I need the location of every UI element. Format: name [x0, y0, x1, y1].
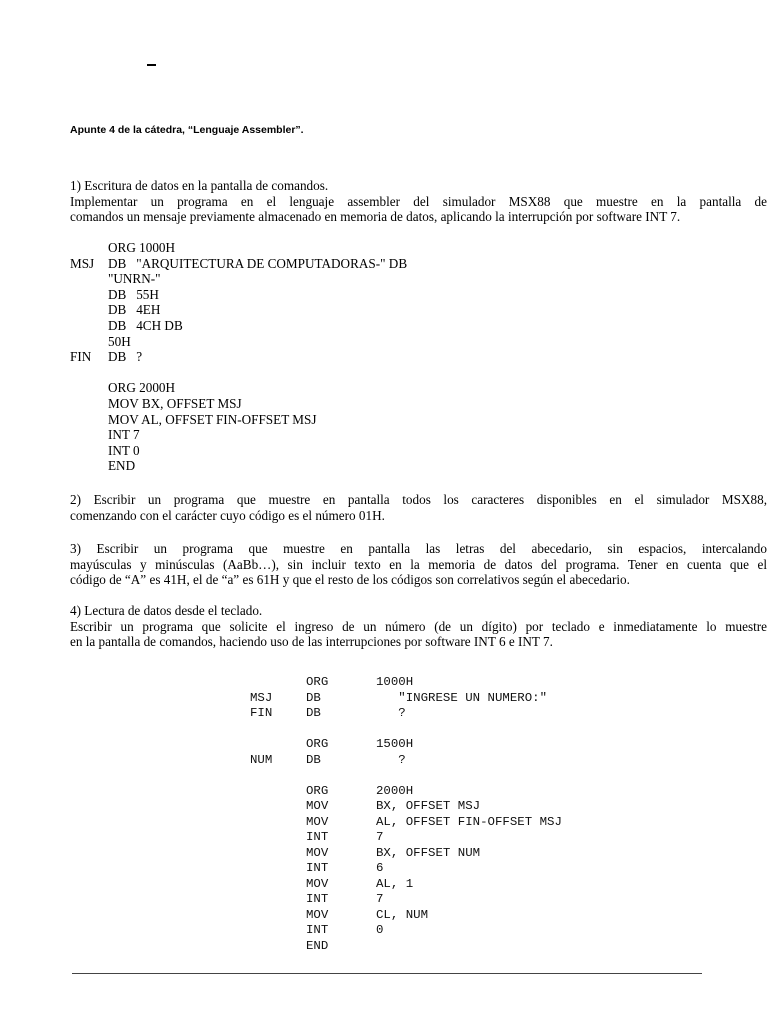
code-instruction: 50H — [108, 333, 131, 349]
code-operand: 0 — [376, 923, 384, 937]
code-line — [250, 706, 562, 722]
exercise-1-heading: 1) Escritura de datos en la pantalla de comandos. — [70, 178, 329, 193]
code-label — [70, 443, 108, 459]
code-label — [250, 939, 306, 955]
code-operand: "INGRESE UN NUMERO:" — [376, 690, 548, 705]
code-opcode: MOV — [306, 876, 329, 891]
exercise-4-code — [250, 675, 562, 954]
code-label: NUM — [250, 752, 273, 767]
code-label — [70, 302, 108, 318]
code-opcode: MOV — [306, 907, 329, 922]
code-opcode: END — [306, 938, 329, 953]
code-label — [250, 892, 306, 908]
code-line — [70, 318, 470, 334]
exercise-3 — [70, 541, 767, 588]
code-line — [70, 271, 470, 287]
code-label — [70, 318, 108, 334]
code-operand: 6 — [376, 861, 384, 875]
code-instruction: INT 0 — [108, 442, 140, 458]
exercise-2-line: comenzando con el carácter cuyo código es el número 01H. — [70, 507, 385, 523]
code-opcode: INT — [306, 923, 329, 937]
code-instruction: ORG 2000H — [108, 380, 176, 396]
code-label — [70, 427, 108, 443]
code-opcode: DB — [306, 752, 321, 767]
code-label — [250, 722, 306, 738]
code-line — [70, 256, 470, 272]
exercise-1-line: Implementar un programa en el lenguaje assembler del simulador MSX88 que muestre en la pantalla de — [70, 193, 767, 209]
code-line — [250, 892, 562, 908]
code-opcode: MOV — [306, 845, 329, 860]
code-line — [250, 939, 562, 955]
code-operand: 1500H — [376, 737, 414, 751]
code-operand: AL, 1 — [376, 876, 414, 891]
exercise-4 — [70, 603, 767, 650]
code-label — [250, 784, 306, 800]
code-line — [250, 784, 562, 800]
code-label — [70, 271, 108, 287]
code-opcode — [306, 722, 376, 738]
code-label: FIN — [70, 349, 92, 365]
code-line — [70, 240, 470, 256]
code-label — [250, 908, 306, 924]
exercise-4-line: Escribir un programa que solicite el ingreso de un número (de un dígito) por teclado e inmediatamente lo muestre — [70, 618, 767, 634]
code-label — [250, 768, 306, 784]
code-operand: ? — [376, 706, 406, 720]
code-line — [250, 923, 562, 939]
code-opcode: INT — [306, 892, 329, 906]
bottom-rule — [72, 973, 702, 974]
code-opcode: ORG — [306, 737, 329, 751]
code-line — [250, 768, 562, 784]
code-instruction: DB 4EH — [108, 302, 161, 318]
code-operand: AL, OFFSET FIN-OFFSET MSJ — [376, 814, 562, 829]
code-label — [250, 675, 306, 691]
code-label — [70, 334, 108, 350]
code-label — [250, 830, 306, 846]
code-instruction: "UNRN-" — [108, 271, 161, 287]
document-title: Apunte 4 de la cátedra, “Lenguaje Assembler”. — [70, 124, 304, 136]
code-label — [70, 412, 108, 428]
code-label — [70, 365, 108, 381]
code-instruction: MOV AL, OFFSET FIN-OFFSET MSJ — [108, 411, 317, 427]
exercise-3-line: código de “A” es 41H, el de “a” es 61H y que el resto de los códigos son correlativos según el abecedario. — [70, 572, 630, 588]
code-opcode — [306, 768, 376, 784]
code-instruction: DB 55H — [108, 286, 159, 302]
code-line — [250, 722, 562, 738]
code-label — [250, 799, 306, 815]
exercise-1-line: comandos un mensaje previamente almacenado en memoria de datos, aplicando la interrupción por software INT 7. — [70, 209, 681, 225]
code-opcode: MOV — [306, 799, 329, 813]
code-operand: 7 — [376, 892, 384, 906]
code-operand: ? — [376, 752, 406, 767]
code-opcode: ORG — [306, 783, 329, 798]
code-line — [70, 302, 470, 318]
code-line — [250, 830, 562, 846]
code-label — [250, 877, 306, 893]
code-line — [70, 396, 470, 412]
code-line — [70, 412, 470, 428]
code-line — [70, 287, 470, 303]
code-opcode: DB — [306, 690, 321, 705]
code-line — [250, 799, 562, 815]
code-instruction: INT 7 — [108, 427, 140, 443]
code-instruction: MOV BX, OFFSET MSJ — [108, 395, 242, 411]
code-operand: 7 — [376, 830, 384, 844]
code-operand: 2000H — [376, 783, 414, 798]
code-label: FIN — [250, 706, 273, 720]
code-label — [70, 458, 108, 474]
exercise-3-line: 3) Escribir un programa que muestre en pantalla las letras del abecedario, sin espacios, intercalando — [70, 541, 767, 556]
code-label — [70, 287, 108, 303]
code-line — [250, 691, 562, 707]
code-label: MSJ — [70, 255, 95, 271]
code-label — [70, 396, 108, 412]
code-label — [70, 380, 108, 396]
code-instruction: DB "ARQUITECTURA DE COMPUTADORAS-" DB — [108, 255, 408, 271]
code-operand: 1000H — [376, 675, 414, 689]
code-line — [250, 846, 562, 862]
code-instruction: ORG 1000H — [108, 240, 176, 255]
code-line — [250, 737, 562, 753]
code-operand: BX, OFFSET NUM — [376, 845, 481, 860]
exercise-4-line: en la pantalla de comandos, haciendo uso de las interrupciones por software INT 6 e INT 7. — [70, 634, 553, 650]
code-line — [70, 349, 470, 365]
code-label — [70, 240, 108, 256]
code-opcode: INT — [306, 861, 329, 875]
code-line — [250, 877, 562, 893]
code-operand: CL, NUM — [376, 907, 429, 922]
code-operand: BX, OFFSET MSJ — [376, 799, 481, 813]
exercise-2 — [70, 492, 767, 523]
code-label — [250, 846, 306, 862]
code-line — [70, 380, 470, 396]
code-opcode: DB — [306, 706, 321, 720]
exercise-2-line: 2) Escribir un programa que muestre en pantalla todos los caracteres disponibles en el simulador MSX88, — [70, 492, 767, 507]
exercise-4-heading: 4) Lectura de datos desde el teclado. — [70, 603, 263, 618]
code-instruction: DB 4CH DB — [108, 317, 183, 333]
exercise-3-line: mayúsculas y minúsculas (AaBb…), sin incluir texto en la memoria de datos del programa. Tener en cuenta que el — [70, 556, 767, 572]
exercise-1-code — [70, 240, 470, 474]
code-instruction: DB ? — [108, 349, 143, 365]
code-line — [250, 861, 562, 877]
exercise-1 — [70, 178, 767, 225]
code-label — [250, 861, 306, 877]
code-line — [70, 427, 470, 443]
code-line — [250, 908, 562, 924]
code-label — [250, 815, 306, 831]
code-line — [70, 334, 470, 350]
code-label: MSJ — [250, 690, 273, 705]
code-line — [250, 815, 562, 831]
code-line — [250, 675, 562, 691]
code-line — [70, 365, 470, 381]
code-label — [250, 737, 306, 753]
code-line — [70, 458, 470, 474]
code-line — [70, 443, 470, 459]
code-instruction: END — [108, 458, 136, 474]
code-line — [250, 753, 562, 769]
code-opcode: MOV — [306, 814, 329, 829]
header-dash — [147, 64, 156, 66]
code-opcode: ORG — [306, 675, 329, 689]
code-label — [250, 923, 306, 939]
code-opcode: INT — [306, 830, 329, 844]
